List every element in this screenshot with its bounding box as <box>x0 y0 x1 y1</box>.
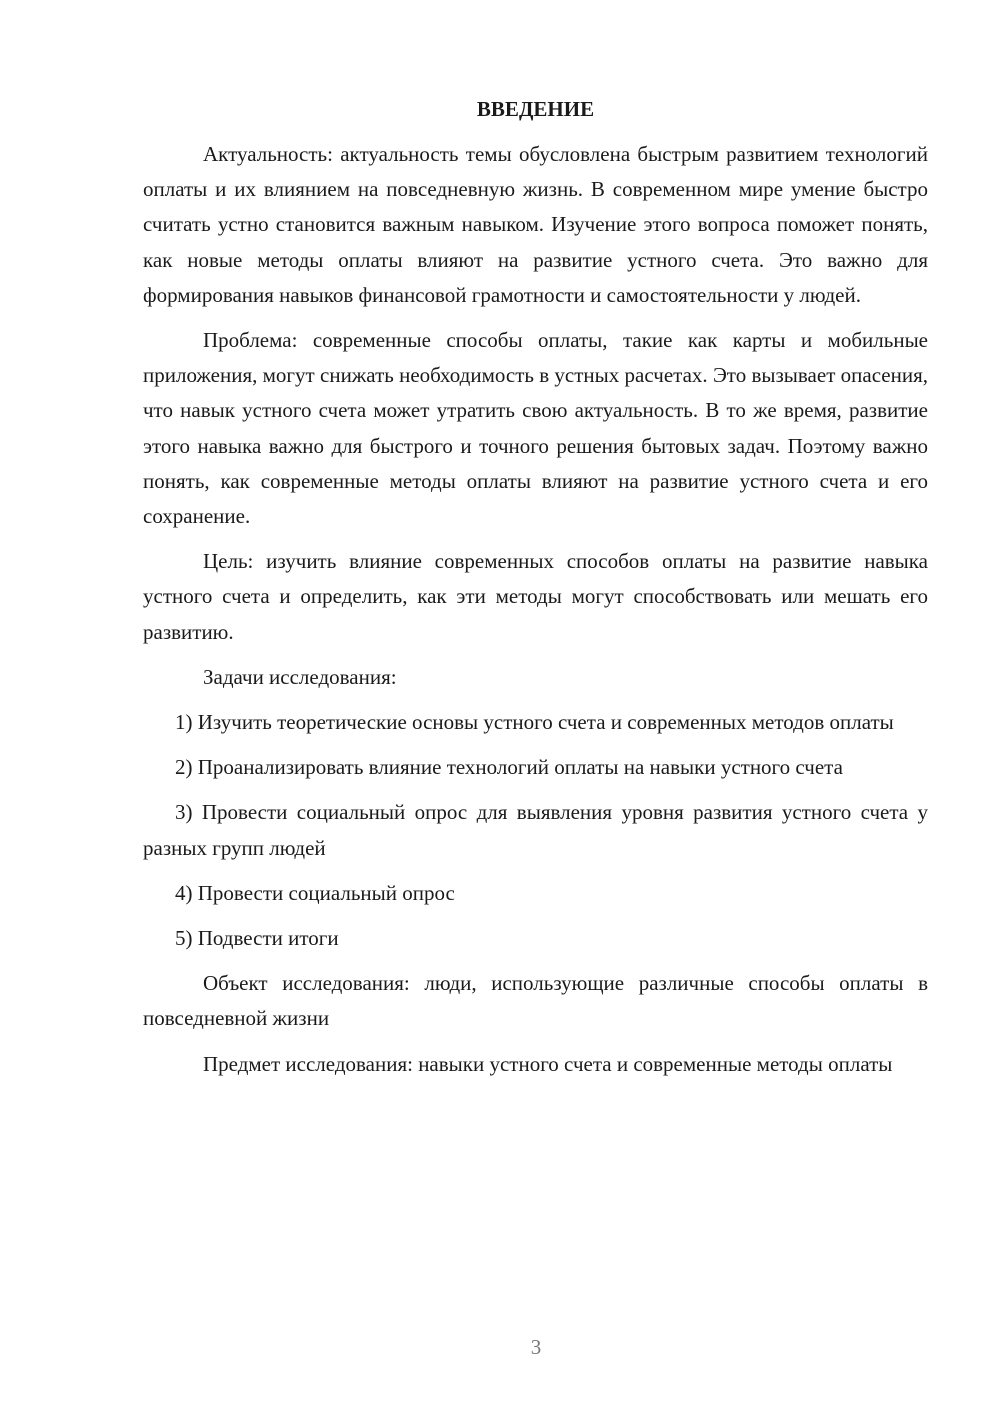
paragraph-subject: Предмет исследования: навыки устного счета и современные методы оплаты <box>203 1051 893 1076</box>
page-number: 3 <box>530 1335 542 1359</box>
list-item-task-5: 5) Подвести итоги <box>175 926 339 951</box>
section-title: ВВЕДЕНИЕ <box>476 97 595 121</box>
paragraph-relevance: Актуальность: актуальность темы обусловлена быстрым развитием технологий оплаты и их влиянием на повседневную жизнь. В современном мире умение быстро считать устно становится важным навыком. Изучение этого вопроса поможет понять, как новые методы оплаты влияют на развитие устного счета. Это важно для формирования навыков финансовой грамотности и самостоятельности у людей. <box>143 142 928 307</box>
paragraph-object: Объект исследования: люди, использующие различные способы оплаты в повседневной жизни <box>143 971 928 1031</box>
list-item-task-3: 3) Провести социальный опрос для выявления уровня развития устного счета у разных групп людей <box>143 800 928 860</box>
document-page <box>143 92 928 1082</box>
list-item-task-4: 4) Провести социальный опрос <box>175 880 455 905</box>
list-item-task-1: 1) Изучить теоретические основы устного счета и современных методов оплаты <box>175 710 894 735</box>
paragraph-tasks-heading: Задачи исследования: <box>203 664 397 689</box>
list-item-task-2: 2) Проанализировать влияние технологий оплаты на навыки устного счета <box>175 755 843 780</box>
paragraph-goal: Цель: изучить влияние современных способов оплаты на развитие навыка устного счета и определить, как эти методы могут способствовать или мешать его развитию. <box>143 549 928 644</box>
paragraph-problem: Проблема: современные способы оплаты, такие как карты и мобильные приложения, могут снижать необходимость в устных расчетах. Это вызывает опасения, что навык устного счета может утратить свою актуальность. В то же время, развитие этого навыка важно для быстрого и точного решения бытовых задач. Поэтому важно понять, как современные методы оплаты влияют на развитие устного счета и его сохранение. <box>143 328 928 529</box>
